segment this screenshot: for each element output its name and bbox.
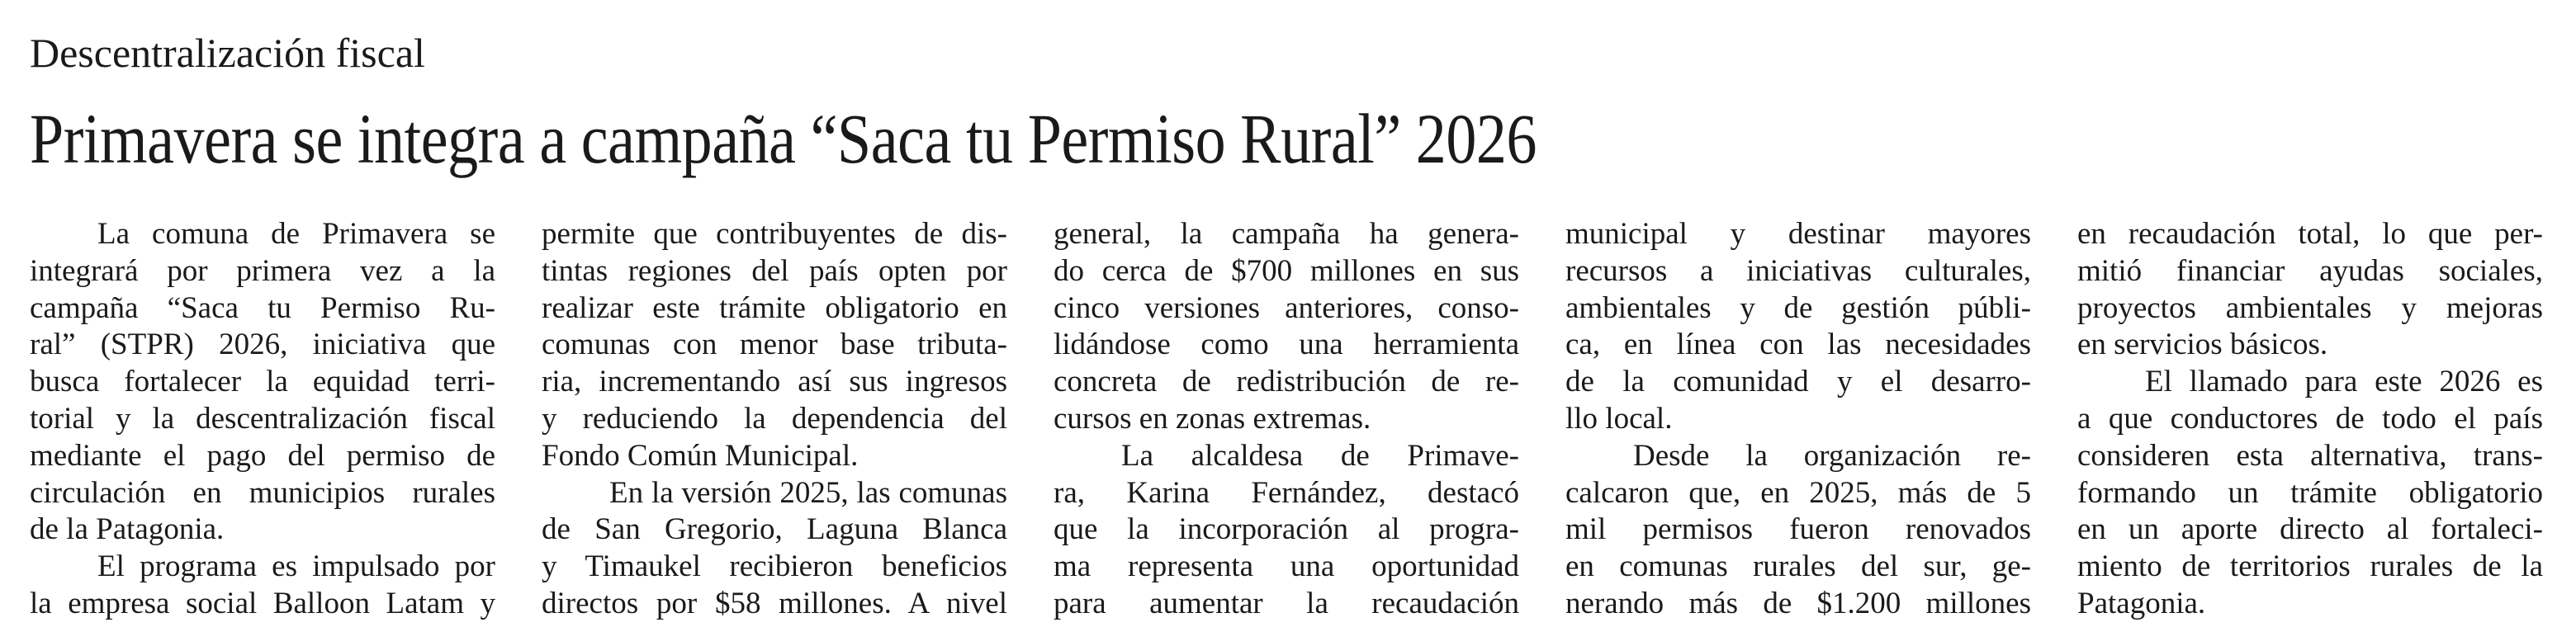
body-line: ral” (STPR) 2026, iniciativa que [30, 328, 495, 362]
body-line: mediante el pago del permiso de [30, 438, 495, 473]
body-line: realizar este trámite obligatorio en [542, 290, 1007, 325]
body-line: comunas con menor base tributa- [542, 328, 1007, 362]
body-line: directos por $58 millones. A nivel [542, 586, 1007, 620]
body-line: miento de territorios rurales de la [2077, 549, 2543, 584]
body-line: Patagonia. [2077, 586, 2206, 620]
body-line: circulación en municipios rurales [30, 475, 495, 510]
body-line: nerando más de $1.200 millones [1565, 586, 2031, 620]
body-line: permite que contribuyentes de dis- [542, 217, 1007, 251]
body-line: torial y la descentralización fiscal [30, 401, 495, 436]
body-line: proyectos ambientales y mejoras [2077, 290, 2543, 325]
body-line: Desde la organización re- [1633, 438, 2031, 473]
body-line: cinco versiones anteriores, conso- [1054, 290, 1519, 325]
text-column-4 [1565, 216, 2031, 623]
body-line: consideren esta alternativa, trans- [2077, 438, 2543, 473]
body-line: formando un trámite obligatorio [2077, 475, 2543, 510]
body-line: municipal y destinar mayores [1565, 217, 2031, 251]
body-line: de la comunidad y el desarro- [1565, 365, 2031, 399]
news-article [30, 0, 2548, 627]
body-line: que la incorporación al progra- [1054, 512, 1519, 547]
body-line: ria, incrementando así sus ingresos [542, 365, 1007, 399]
text-column-3 [1054, 216, 1519, 623]
body-line: En la versión 2025, las comunas [609, 475, 1007, 510]
body-line: en servicios básicos. [2077, 328, 2328, 362]
body-line: campaña “Saca tu Permiso Ru- [30, 290, 495, 325]
body-line: La comuna de Primavera se [97, 217, 495, 251]
body-line: do cerca de $700 millones en sus [1054, 253, 1519, 288]
body-line: cursos en zonas extremas. [1054, 401, 1371, 436]
body-line: en recaudación total, lo que per- [2077, 217, 2543, 251]
body-line: ma representa una oportunidad [1054, 549, 1519, 584]
body-line: en un aporte directo al fortaleci- [2077, 512, 2543, 547]
body-line: La alcaldesa de Primave- [1121, 438, 1519, 473]
text-column-2 [542, 216, 1007, 623]
body-line: mil permisos fueron renovados [1565, 512, 2031, 547]
body-line: en comunas rurales del sur, ge- [1565, 549, 2031, 584]
body-line: ambientales y de gestión públi- [1565, 290, 2031, 325]
body-line: llo local. [1565, 401, 1673, 436]
body-line: concreta de redistribución de re- [1054, 365, 1519, 399]
body-line: de la Patagonia. [30, 512, 225, 547]
body-line: mitió financiar ayudas sociales, [2077, 253, 2543, 288]
body-line: a que conductores de todo el país [2077, 401, 2543, 436]
body-line: integrará por primera vez a la [30, 253, 495, 288]
body-line: El programa es impulsado por [97, 549, 495, 584]
body-line: y reduciendo la dependencia del [542, 401, 1007, 436]
body-line: general, la campaña ha genera- [1054, 217, 1519, 251]
body-line: y Timaukel recibieron beneficios [542, 549, 1007, 584]
section-kicker: Descentralización fiscal [30, 30, 425, 76]
body-line: El llamado para este 2026 es [2145, 365, 2543, 399]
body-line: ca, en línea con las necesidades [1565, 328, 2031, 362]
body-line: recursos a iniciativas culturales, [1565, 253, 2031, 288]
article-headline: Primavera se integra a campaña “Saca tu Permiso Rural” 2026 [30, 99, 1537, 178]
body-line: de San Gregorio, Laguna Blanca [542, 512, 1007, 547]
body-line: para aumentar la recaudación [1054, 586, 1519, 620]
text-column-5 [2077, 216, 2543, 623]
body-line: calcaron que, en 2025, más de 5 [1565, 475, 2031, 510]
body-line: busca fortalecer la equidad terri- [30, 365, 495, 399]
body-line: tintas regiones del país opten por [542, 253, 1007, 288]
body-line: ra, Karina Fernández, destacó [1054, 475, 1519, 510]
body-line: lidándose como una herramienta [1054, 328, 1519, 362]
text-column-1 [30, 216, 495, 623]
body-line: Fondo Común Municipal. [542, 438, 859, 473]
body-line: la empresa social Balloon Latam y [30, 586, 495, 620]
